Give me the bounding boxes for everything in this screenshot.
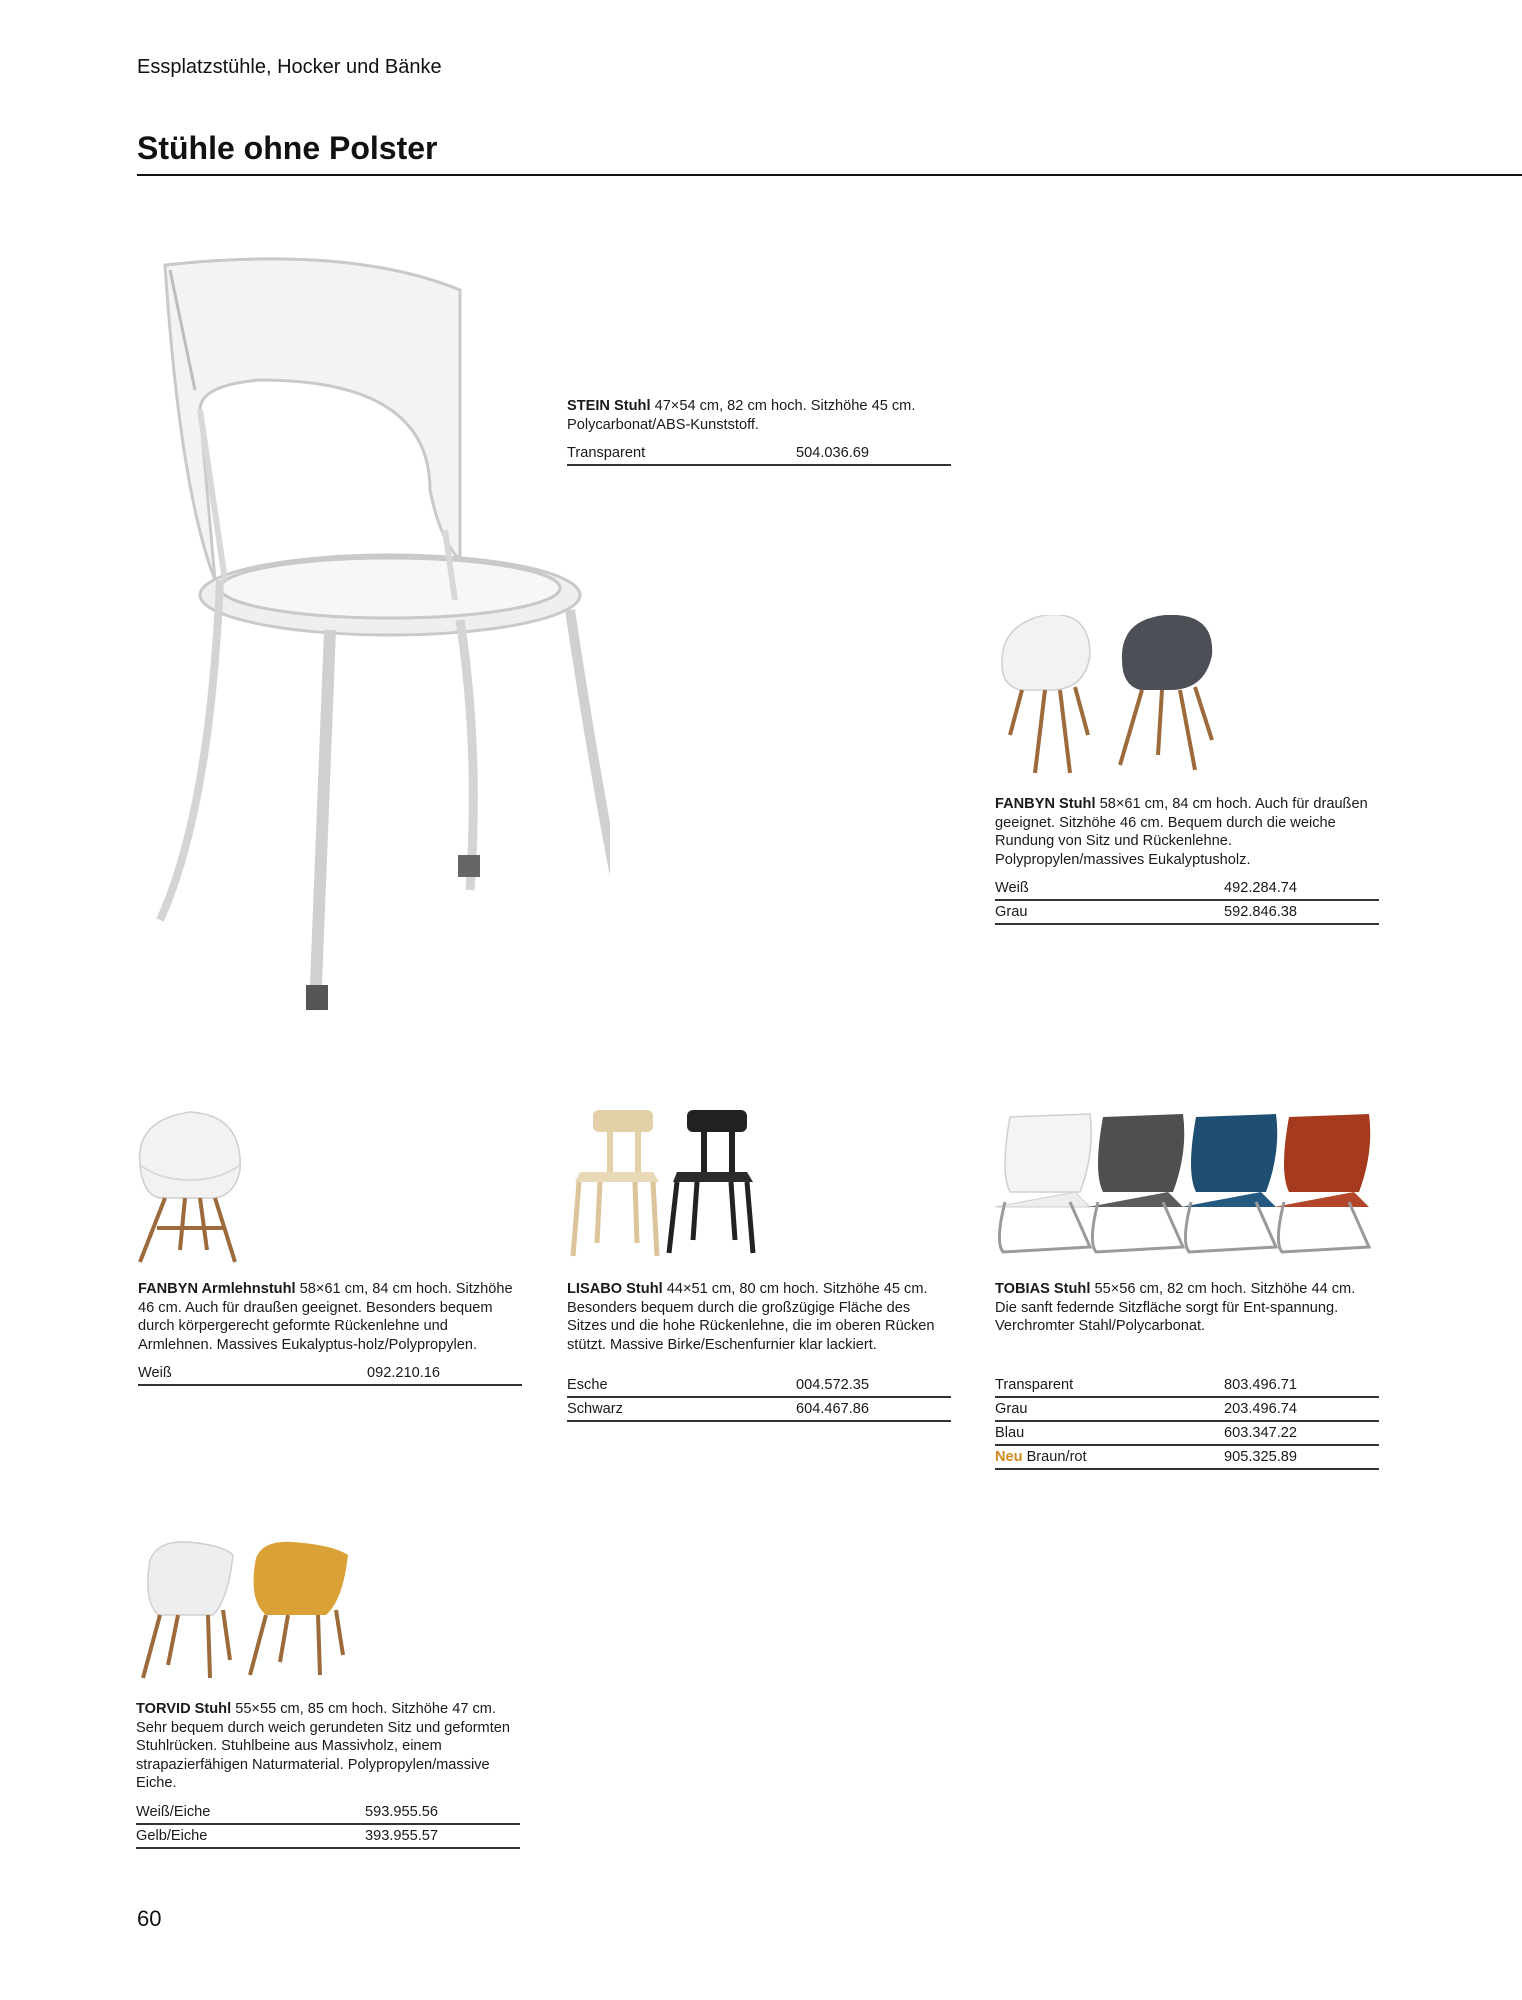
article-number: 803.496.71 (1224, 1376, 1298, 1393)
new-badge: Neu (995, 1448, 1023, 1465)
product-name: STEIN Stuhl (567, 398, 651, 414)
product-description (995, 795, 1379, 869)
product-fanbyn-chair (995, 795, 1379, 925)
variant-row (136, 1801, 520, 1825)
variant-row (995, 1422, 1379, 1446)
article-number: 203.496.74 (1224, 1400, 1298, 1417)
product-torvid (136, 1700, 520, 1849)
product-details: 47×54 cm, 82 cm hoch. Sitzhöhe 45 cm. Polycarbonat/ABS-Kunststoff. (567, 398, 916, 433)
product-stein (567, 397, 951, 466)
product-description (136, 1700, 520, 1793)
variant-color: Blau (995, 1424, 1025, 1441)
product-description (995, 1280, 1379, 1336)
variant-row (136, 1825, 520, 1849)
product-name: TOBIAS Stuhl (995, 1281, 1091, 1297)
article-number: 604.467.86 (796, 1401, 870, 1417)
variant-row (567, 1398, 951, 1422)
variant-color: Grau (995, 904, 1028, 920)
torvid-chair-image (138, 1540, 353, 1680)
product-lisabo (567, 1280, 951, 1422)
article-number: 504.036.69 (796, 445, 870, 461)
variant-color: Transparent (995, 1376, 1074, 1393)
variant-color: Weiß (138, 1365, 172, 1381)
product-fanbyn-armchair (138, 1280, 522, 1386)
lisabo-chair-image (565, 1108, 770, 1258)
article-number: 092.210.16 (367, 1365, 441, 1381)
variant-color: Gelb/Eiche (136, 1827, 208, 1844)
variant-color: Weiß/Eiche (136, 1803, 211, 1820)
product-name: FANBYN Armlehnstuhl (138, 1281, 296, 1297)
product-details: 58×61 cm, 84 cm hoch. Auch für draußen geeignet. Sitzhöhe 46 cm. Bequem durch die weiche Rundung von Sitz und Rückenlehne. Polypropylen/massives Eukalyptusholz. (995, 796, 1368, 868)
product-name: FANBYN Stuhl (995, 796, 1096, 812)
product-name: LISABO Stuhl (567, 1281, 663, 1297)
variant-color: Weiß (995, 880, 1029, 896)
variant-row (995, 1374, 1379, 1398)
variant-color-label: Braun/rot (1026, 1448, 1087, 1465)
variant-color: Grau (995, 1400, 1028, 1417)
article-number: 492.284.74 (1224, 880, 1298, 896)
article-number: 905.325.89 (1224, 1448, 1298, 1465)
product-description (567, 1280, 951, 1354)
section-label: Essplatzstühle, Hocker und Bänke (137, 56, 442, 78)
variant-row (995, 1446, 1379, 1470)
article-number: 004.572.35 (796, 1377, 870, 1393)
stein-chair-image (140, 250, 610, 1020)
page-title: Stühle ohne Polster (137, 130, 438, 166)
variant-row (138, 1362, 522, 1386)
product-tobias (995, 1280, 1379, 1470)
product-name: TORVID Stuhl (136, 1701, 232, 1717)
product-details: 58×61 cm, 84 cm hoch. Sitzhöhe 46 cm. Auch für draußen geeignet. Besonders bequem durch körpergerecht geformte Rückenlehne und Armlehnen. Massives Eukalyptus-holz/Polypropylen. (138, 1281, 513, 1353)
product-description (138, 1280, 522, 1354)
variant-color: Transparent (567, 445, 646, 461)
article-number: 603.347.22 (1224, 1424, 1298, 1441)
variant-row (995, 877, 1379, 901)
page-number: 60 (137, 1906, 162, 1931)
variant-row (995, 901, 1379, 925)
tobias-chair-image (995, 1112, 1375, 1257)
fanbyn-chair-image (990, 615, 1235, 775)
title-divider (137, 174, 1522, 176)
variant-color (995, 1446, 1224, 1468)
article-number: 593.955.56 (365, 1803, 439, 1820)
product-description (567, 397, 951, 434)
fanbyn-armchair-image (135, 1110, 245, 1265)
variant-row (995, 1398, 1379, 1422)
product-details: 55×56 cm, 82 cm hoch. Sitzhöhe 44 cm. Die sanft federnde Sitzfläche sorgt für Ent-spannung. Verchromter Stahl/Polycarbonat. (995, 1281, 1356, 1334)
variant-row (567, 1374, 951, 1398)
product-details: 55×55 cm, 85 cm hoch. Sitzhöhe 47 cm. Sehr bequem durch weich gerundeten Sitz und geformten Stuhlrücken. Stuhlbeine aus Massivholz, einem strapazierfähigen Naturmaterial. Polypropylen/massive Eiche. (136, 1701, 510, 1791)
variant-row (567, 442, 951, 466)
article-number: 592.846.38 (1224, 904, 1298, 920)
variant-color: Schwarz (567, 1401, 623, 1417)
product-details: 44×51 cm, 80 cm hoch. Sitzhöhe 45 cm. Besonders bequem durch die großzügige Fläche des Sitzes und die hohe Rückenlehne, die im oberen Rücken stützt. Massive Birke/Eschenfurnier klar lackiert. (567, 1281, 935, 1353)
variant-color: Esche (567, 1377, 608, 1393)
article-number: 393.955.57 (365, 1827, 439, 1844)
